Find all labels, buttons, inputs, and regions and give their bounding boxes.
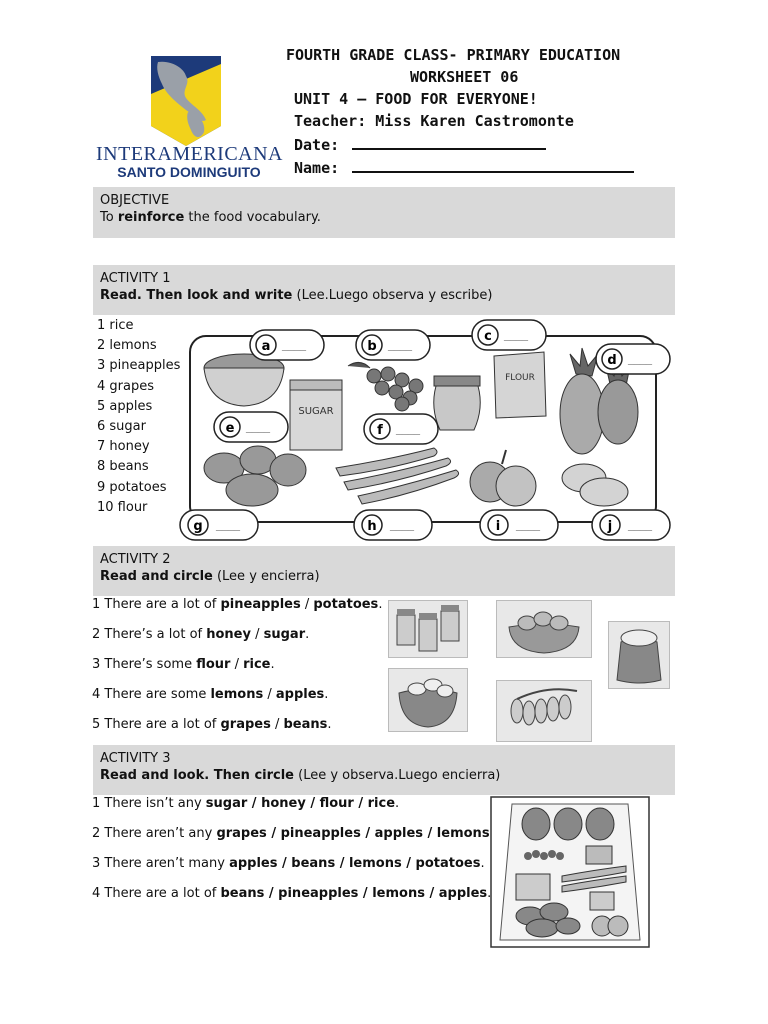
logo-name: INTERAMERICANA [96, 143, 283, 165]
activity1-title: ACTIVITY 1 [100, 271, 171, 286]
svg-text:____: ____ [388, 337, 412, 351]
rice-bowl-icon [204, 354, 284, 406]
name-label: Name: [294, 159, 340, 177]
apples-icon [470, 450, 536, 506]
sugar-box-icon [290, 380, 342, 450]
date-field[interactable] [294, 134, 546, 154]
honey-jar-icon [586, 846, 612, 864]
sentence-2[interactable]: 2 There aren’t any grapes / pineapples / apples / lemons [92, 826, 490, 841]
objective-band [93, 187, 675, 238]
svg-text:a: a [261, 339, 271, 354]
svg-text:____: ____ [282, 337, 306, 351]
list-item: 10 flour [97, 499, 148, 515]
activity3-sentences [92, 796, 494, 916]
sugar-label: SUGAR [298, 406, 334, 417]
date-blank[interactable] [352, 134, 546, 150]
label-j[interactable] [592, 510, 670, 540]
sentence-2[interactable]: 2 There’s a lot of honey / sugar. [92, 627, 310, 642]
flour-bag-icon [494, 352, 546, 418]
svg-text:____: ____ [628, 517, 652, 531]
label-g[interactable] [180, 510, 258, 540]
date-label: Date: [294, 136, 340, 154]
lemons-icon [562, 464, 628, 506]
sugar-box-icon [516, 874, 550, 900]
potatoes-basket-picture [496, 600, 592, 658]
list-item: 6 sugar [97, 419, 146, 435]
list-item: 9 potatoes [97, 479, 167, 495]
activity3-instructions: Read and look. Then circle (Lee y observa.Luego encierra) [100, 768, 501, 783]
list-item: 7 honey [97, 439, 150, 455]
unit-title: UNIT 4 – FOOD FOR EVERYONE! [294, 90, 538, 108]
name-blank[interactable] [352, 157, 634, 173]
shelf-picture [490, 796, 650, 948]
label-d[interactable] [596, 344, 670, 374]
objective-text: To reinforce the food vocabulary. [100, 210, 321, 225]
list-item: 1 rice [97, 318, 134, 333]
grapes-icon [348, 362, 423, 411]
svg-text:____: ____ [396, 421, 420, 435]
activity2-sentences [92, 597, 382, 747]
list-item: 5 apples [97, 398, 153, 414]
label-i[interactable] [480, 510, 558, 540]
sentence-1[interactable]: 1 There isn’t any sugar / honey / flour / rice. [92, 796, 400, 811]
svg-text:____: ____ [216, 517, 240, 531]
activity2-band [93, 546, 675, 596]
label-e[interactable] [214, 412, 288, 442]
label-c[interactable] [472, 320, 546, 350]
label-a[interactable] [250, 330, 324, 360]
activity3-title: ACTIVITY 3 [100, 751, 171, 766]
flour-label: FLOUR [505, 373, 535, 383]
worksheet-number: WORKSHEET 06 [410, 68, 519, 86]
svg-text:d: d [607, 353, 617, 368]
food-picture-activity1 [178, 318, 674, 546]
lemons-bag-picture [388, 668, 468, 732]
svg-text:h: h [367, 519, 377, 534]
honey-jars-picture [388, 600, 468, 658]
svg-text:b: b [367, 339, 377, 354]
svg-text:____: ____ [504, 327, 528, 341]
activity3-band [93, 745, 675, 795]
name-field[interactable] [294, 157, 634, 177]
potatoes-icon [204, 446, 306, 506]
sentence-5[interactable]: 5 There are a lot of grapes / beans. [92, 717, 332, 732]
activity2-title: ACTIVITY 2 [100, 552, 171, 567]
activity1-band [93, 265, 675, 315]
pineapples-icon [522, 808, 614, 840]
svg-text:____: ____ [628, 351, 652, 365]
sentence-3[interactable]: 3 There’s some flour / rice. [92, 657, 275, 672]
objective-title: OBJECTIVE [100, 193, 170, 208]
sentence-4[interactable]: 4 There are some lemons / apples. [92, 687, 329, 702]
sentence-3[interactable]: 3 There aren’t many apples / beans / lemons / potatoes. [92, 856, 485, 871]
svg-text:____: ____ [246, 419, 270, 433]
list-item: 2 lemons [97, 338, 157, 354]
sentence-1[interactable]: 1 There are a lot of pineapples / potatoes. [92, 597, 383, 612]
rice-sack-picture [608, 621, 670, 689]
list-item: 8 beans [97, 459, 149, 475]
svg-text:j: j [607, 519, 613, 534]
sentence-4[interactable]: 4 There are a lot of beans / pineapples / lemons / apples. [92, 886, 492, 901]
label-f[interactable] [364, 414, 438, 444]
logo-subtitle: SANTO DOMINGUITO [117, 164, 261, 180]
svg-text:____: ____ [390, 517, 414, 531]
label-b[interactable] [356, 330, 430, 360]
flour-bag-icon [590, 892, 614, 910]
teacher-name: Teacher: Miss Karen Castromonte [294, 112, 574, 130]
list-item: 4 grapes [97, 378, 154, 394]
svg-text:i: i [495, 519, 501, 534]
svg-text:____: ____ [516, 517, 540, 531]
beans-icon [336, 448, 459, 504]
svg-text:g: g [193, 519, 203, 534]
word-list [97, 316, 180, 518]
activity1-instructions: Read. Then look and write (Lee.Luego observa y escribe) [100, 288, 493, 303]
svg-text:e: e [225, 421, 235, 436]
list-item: 3 pineapples [97, 358, 181, 374]
beans-picture [496, 680, 592, 742]
activity2-instructions: Read and circle (Lee y encierra) [100, 569, 320, 584]
header-title: FOURTH GRADE CLASS- PRIMARY EDUCATION [286, 46, 621, 64]
svg-text:c: c [484, 329, 492, 344]
svg-text:f: f [377, 423, 383, 438]
honey-jar-icon [434, 376, 481, 430]
label-h[interactable] [354, 510, 432, 540]
